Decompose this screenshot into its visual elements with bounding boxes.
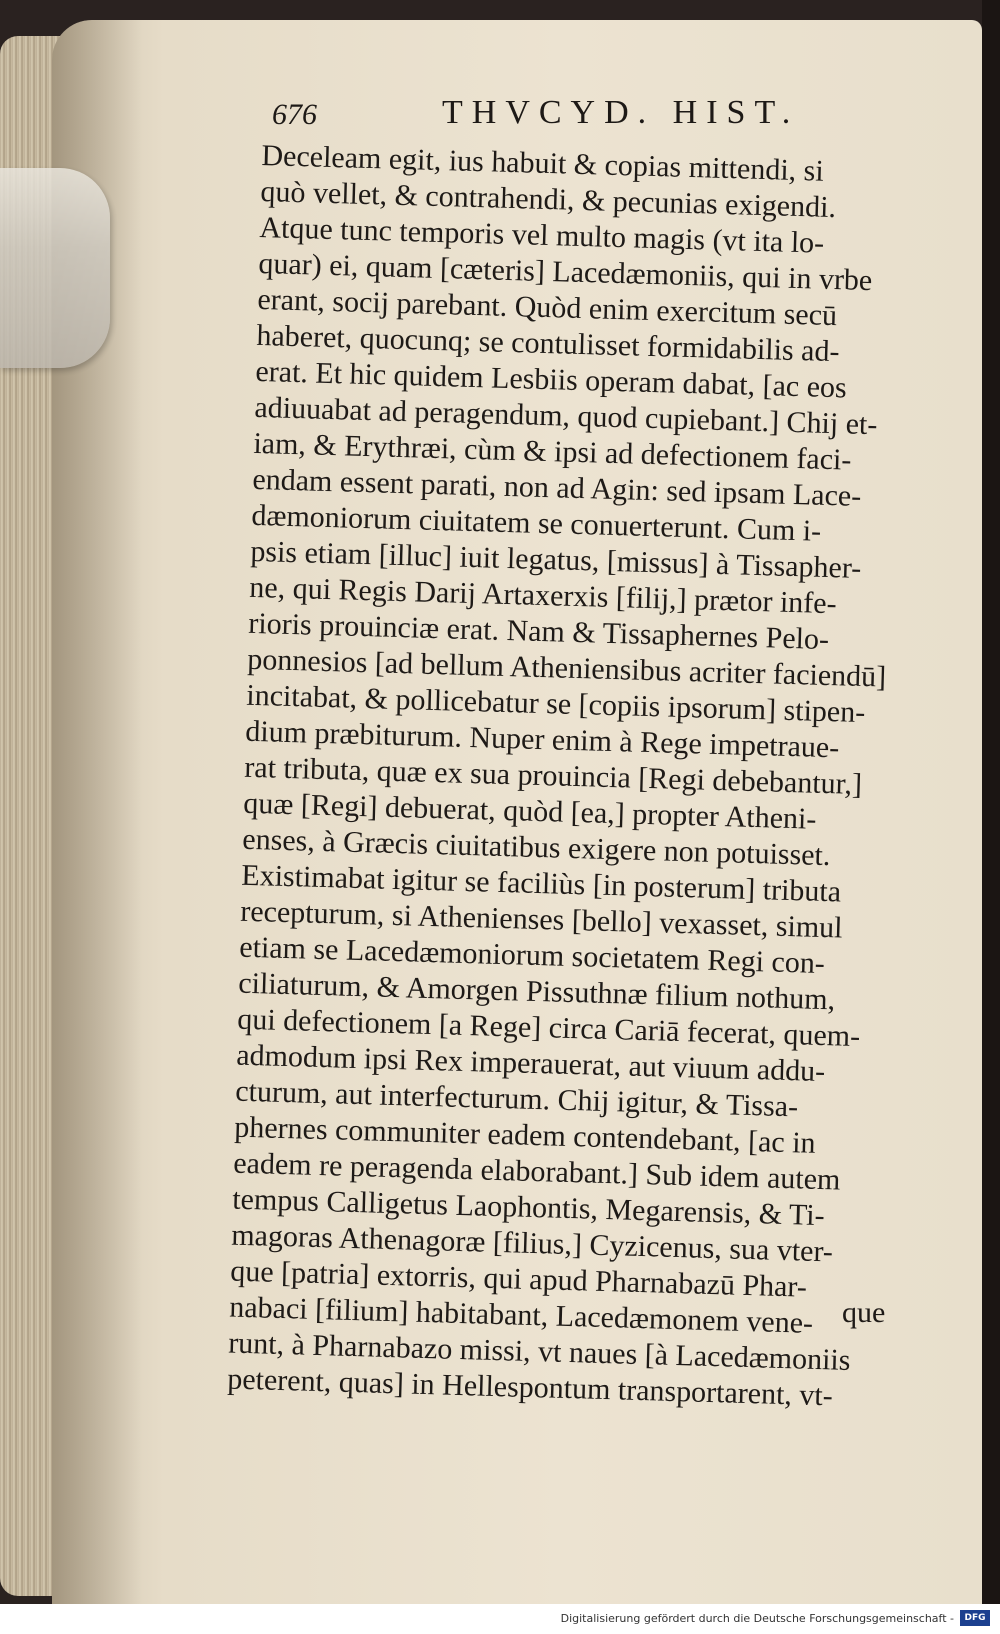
text-line: iam, & Erythræi, cùm & ipsi ad defectionem faci- <box>253 426 852 477</box>
text-line: etiam se Lacedæmoniorum societatem Regi con- <box>238 930 826 981</box>
text-line: qui defectionem [a Rege] circa Cariā fecerat, quem- <box>236 1002 861 1054</box>
digitization-credit: Digitalisierung gefördert durch die Deutsche Forschungsgemeinschaft - <box>560 1612 954 1625</box>
text-line: ne, qui Regis Darij Artaxerxis [filij,] prætor infe- <box>248 570 838 621</box>
text-line: rioris prouinciæ erat. Nam & Tissaphernes Pelo- <box>247 606 830 657</box>
text-line: admodum ipsi Rex imperauerat, aut viuum addu- <box>235 1038 826 1089</box>
text-line: dium præbiturum. Nuper enim à Rege impetraue- <box>244 714 840 765</box>
text-line: nabaci [filium] habitabant, Lacedæmonem vene- <box>228 1290 814 1340</box>
text-line: runt, à Pharnabazo missi, vt naues [à Lacedæmoniis <box>227 1326 851 1377</box>
text-line: tempus Calligetus Laophontis, Megarensis, & Ti- <box>231 1182 826 1233</box>
text-line: magoras Athenagoræ [filius,] Cyzicenus, sua vter- <box>230 1218 834 1269</box>
text-line: que [patria] extorris, qui apud Pharnabazū Phar- <box>229 1254 808 1304</box>
text-line: ponnesios [ad bellum Atheniensibus acriter faciendū] <box>246 642 887 694</box>
text-line: quæ [Regi] debuerat, quòd [ea,] propter Atheni- <box>242 786 817 836</box>
page-number: 676 <box>272 98 317 131</box>
text-line: Deceleam egit, ius habuit & copias mittendi, si <box>261 138 825 188</box>
text-line: erant, socij parebant. Quòd enim exercitum secū <box>257 282 838 333</box>
text-line: Existimabat igitur se faciliùs [in posterum] tributa <box>240 858 842 909</box>
text-line: psis etiam [illuc] iuit legatus, [missus] à Tissapher- <box>249 534 862 585</box>
page-edge-right <box>982 0 1000 1604</box>
text-line: rat tributa, quæ ex sua prouincia [Regi debebantur,] <box>243 750 863 801</box>
text-line: dæmoniorum ciuitatem se conuerterunt. Cum i- <box>250 498 822 548</box>
text-line: phernes communiter eadem contendebant, [ac in <box>233 1110 817 1160</box>
text-line: quar) ei, quam [cæteris] Lacedæmoniis, qui in vrbe <box>258 246 873 298</box>
text-line: peterent, quas] in Hellespontum transportarent, vt- <box>226 1362 834 1413</box>
text-line: Atque tunc temporis vel multo magis (vt ita lo- <box>259 210 825 260</box>
text-line: ciliaturum, & Amorgen Pissuthnæ filium nothum, <box>237 966 836 1017</box>
text-line: incitabat, & pollicebatur se [copiis ipsorum] stipen- <box>245 678 866 730</box>
page-clip <box>0 168 110 368</box>
body-text <box>226 138 962 1413</box>
dfg-logo: DFG <box>960 1610 990 1626</box>
text-line: erat. Et hic quidem Lesbiis operam dabat, [ac eos <box>255 354 848 405</box>
page-header <box>272 92 832 138</box>
text-line: eadem re peragenda elaborabant.] Sub idem autem <box>232 1146 841 1197</box>
text-line: endam essent parati, non ad Agin: sed ipsam Lace- <box>252 462 862 513</box>
text-line: enses, à Græcis ciuitatibus exigere non potuisset. <box>241 822 831 873</box>
text-line: cturum, aut interfecturum. Chij igitur, & Tissa- <box>234 1074 799 1124</box>
running-title: THVCYD. HIST. <box>442 94 800 131</box>
text-line: recepturum, si Athenienses [bello] vexasset, simul <box>239 894 843 945</box>
text-line: haberet, quocunq; se contulisset formidabilis ad- <box>256 318 840 369</box>
text-line: adiuuabat ad peragendum, quod cupiebant.] Chij et- <box>254 390 878 442</box>
text-line: quò vellet, & contrahendi, & pecunias exigendi. <box>260 174 837 225</box>
catchword: que <box>842 1296 886 1329</box>
